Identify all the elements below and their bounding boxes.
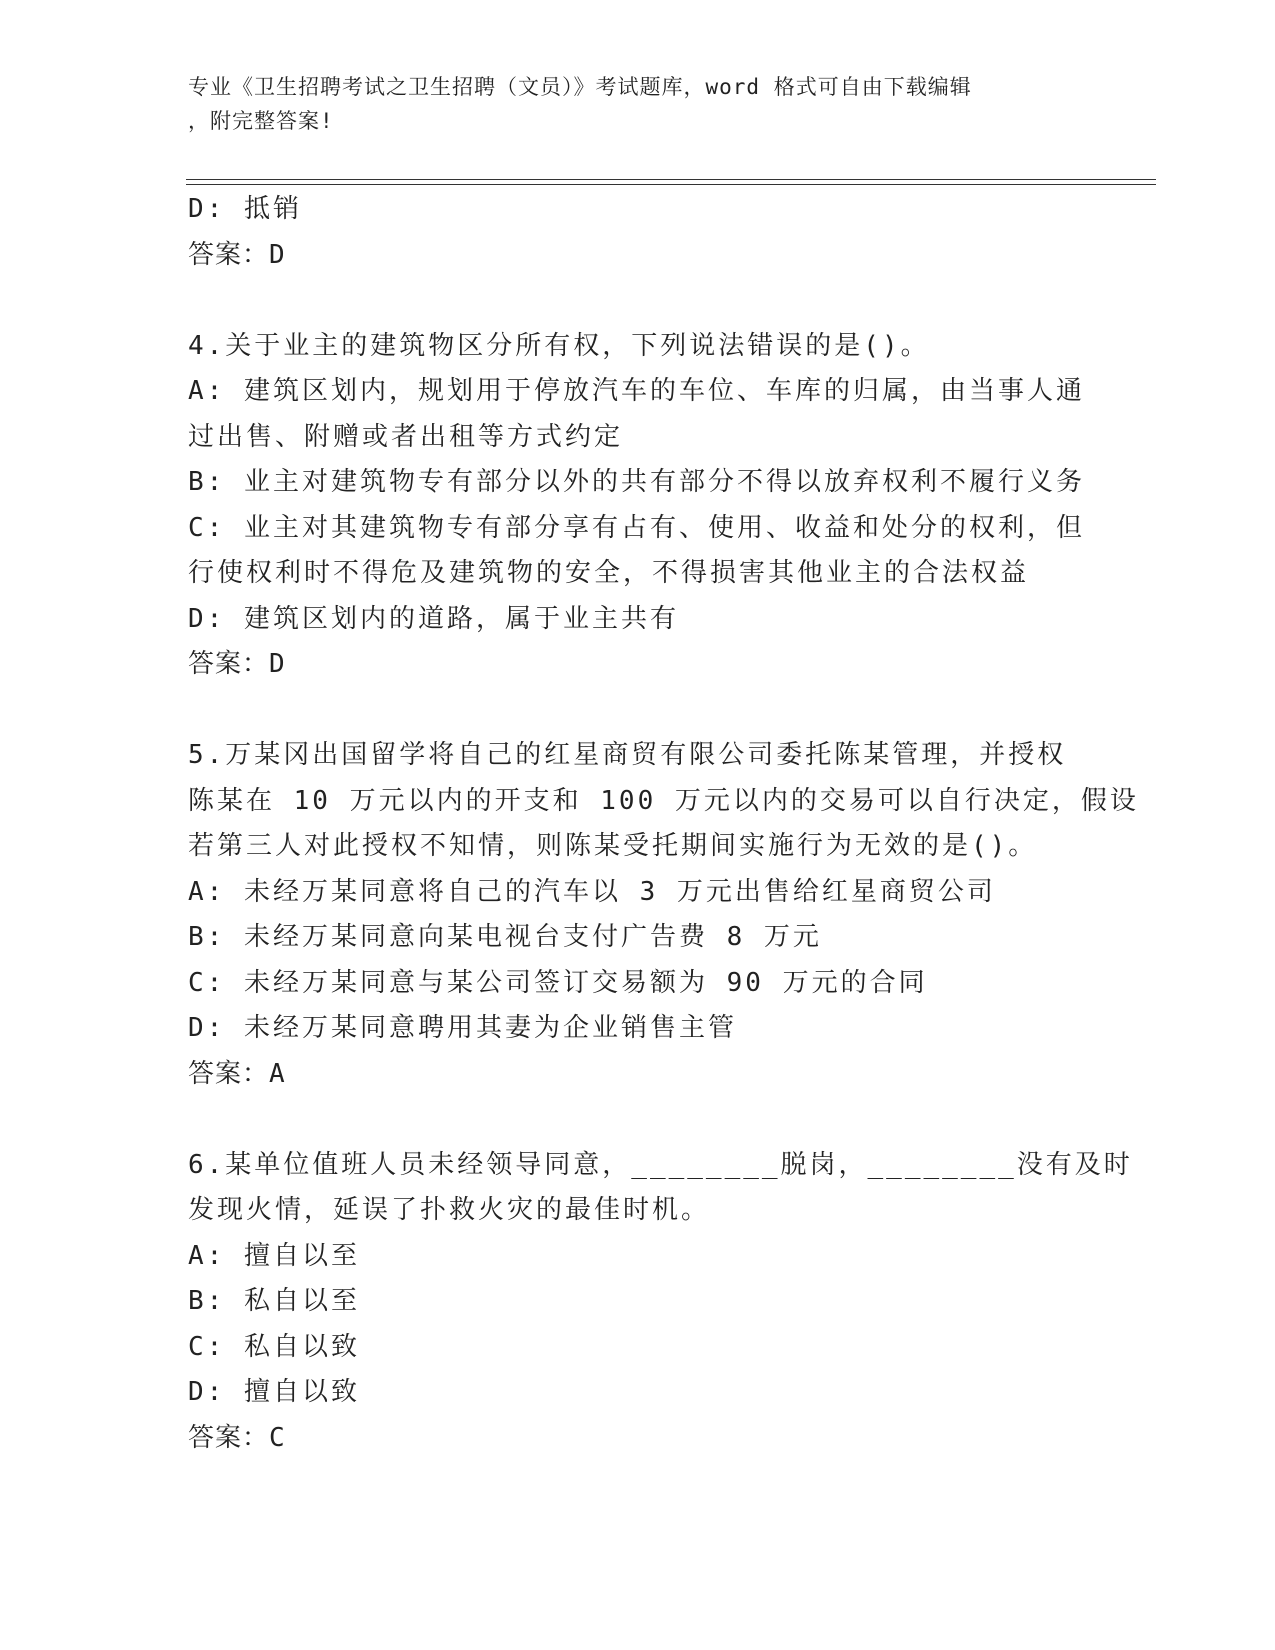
q6-stem: 6.某单位值班人员未经领导同意，________脱岗，________没有及时 bbox=[188, 1149, 1133, 1180]
q6-stem-cont: 发现火情，延误了扑救火灾的最佳时机。 bbox=[188, 1195, 711, 1225]
spacer bbox=[188, 688, 1088, 734]
q6-answer: 答案：C bbox=[188, 1422, 286, 1453]
q5-answer: 答案：A bbox=[188, 1058, 286, 1089]
q6-option-a: A: 擅自以至 bbox=[188, 1240, 360, 1271]
q5-stem: 5.万某冈出国留学将自己的红星商贸有限公司委托陈某管理，并授权 bbox=[188, 740, 1067, 770]
q3-option-d: D: 抵销 bbox=[188, 194, 302, 224]
q4-option-a-cont: 过出售、附赠或者出租等方式约定 bbox=[188, 421, 624, 452]
spacer bbox=[188, 278, 1088, 324]
header-line-2: ，附完整答案! bbox=[188, 109, 334, 133]
q6-option-b: B: 私自以至 bbox=[188, 1286, 360, 1316]
spacer bbox=[188, 1097, 1088, 1143]
q4-option-c: C: 业主对其建筑物专有部分享有占有、使用、收益和处分的权利，但 bbox=[188, 512, 1085, 543]
q4-option-b: B: 业主对建筑物专有部分以外的共有部分不得以放弃权利不履行义务 bbox=[188, 467, 1085, 497]
header-rule-bottom bbox=[186, 184, 1156, 185]
q5-option-b: B: 未经万某同意向某电视台支付广告费 8 万元 bbox=[188, 922, 822, 952]
q5-option-a: A: 未经万某同意将自己的汽车以 3 万元出售给红星商贸公司 bbox=[188, 876, 996, 907]
q6-option-c: C: 私自以致 bbox=[188, 1331, 360, 1362]
q3-answer: 答案：D bbox=[188, 239, 286, 270]
header-line-1: 专业《卫生招聘考试之卫生招聘（文员）》考试题库，word 格式可自由下载编辑 bbox=[188, 75, 972, 99]
q5-stem-cont: 陈某在 10 万元以内的开支和 100 万元以内的交易可以自行决定，假设 bbox=[188, 785, 1139, 816]
q6-option-d: D: 擅自以致 bbox=[188, 1377, 360, 1407]
q4-stem: 4.关于业主的建筑物区分所有权，下列说法错误的是()。 bbox=[188, 330, 930, 361]
q5-stem-cont-2: 若第三人对此授权不知情，则陈某受托期间实施行为无效的是()。 bbox=[188, 831, 1038, 861]
q4-option-a: A: 建筑区划内，规划用于停放汽车的车位、车库的归属，由当事人通 bbox=[188, 376, 1085, 406]
header-rule-top bbox=[186, 179, 1156, 180]
q4-option-d: D: 建筑区划内的道路，属于业主共有 bbox=[188, 603, 679, 634]
q5-option-c: C: 未经万某同意与某公司签订交易额为 90 万元的合同 bbox=[188, 967, 928, 998]
q4-answer: 答案：D bbox=[188, 649, 286, 679]
question-list bbox=[188, 187, 1139, 1461]
q5-option-d: D: 未经万某同意聘用其妻为企业销售主管 bbox=[188, 1013, 737, 1043]
document-header bbox=[188, 70, 1088, 138]
q4-option-c-cont: 行使权利时不得危及建筑物的安全，不得损害其他业主的合法权益 bbox=[188, 558, 1030, 588]
